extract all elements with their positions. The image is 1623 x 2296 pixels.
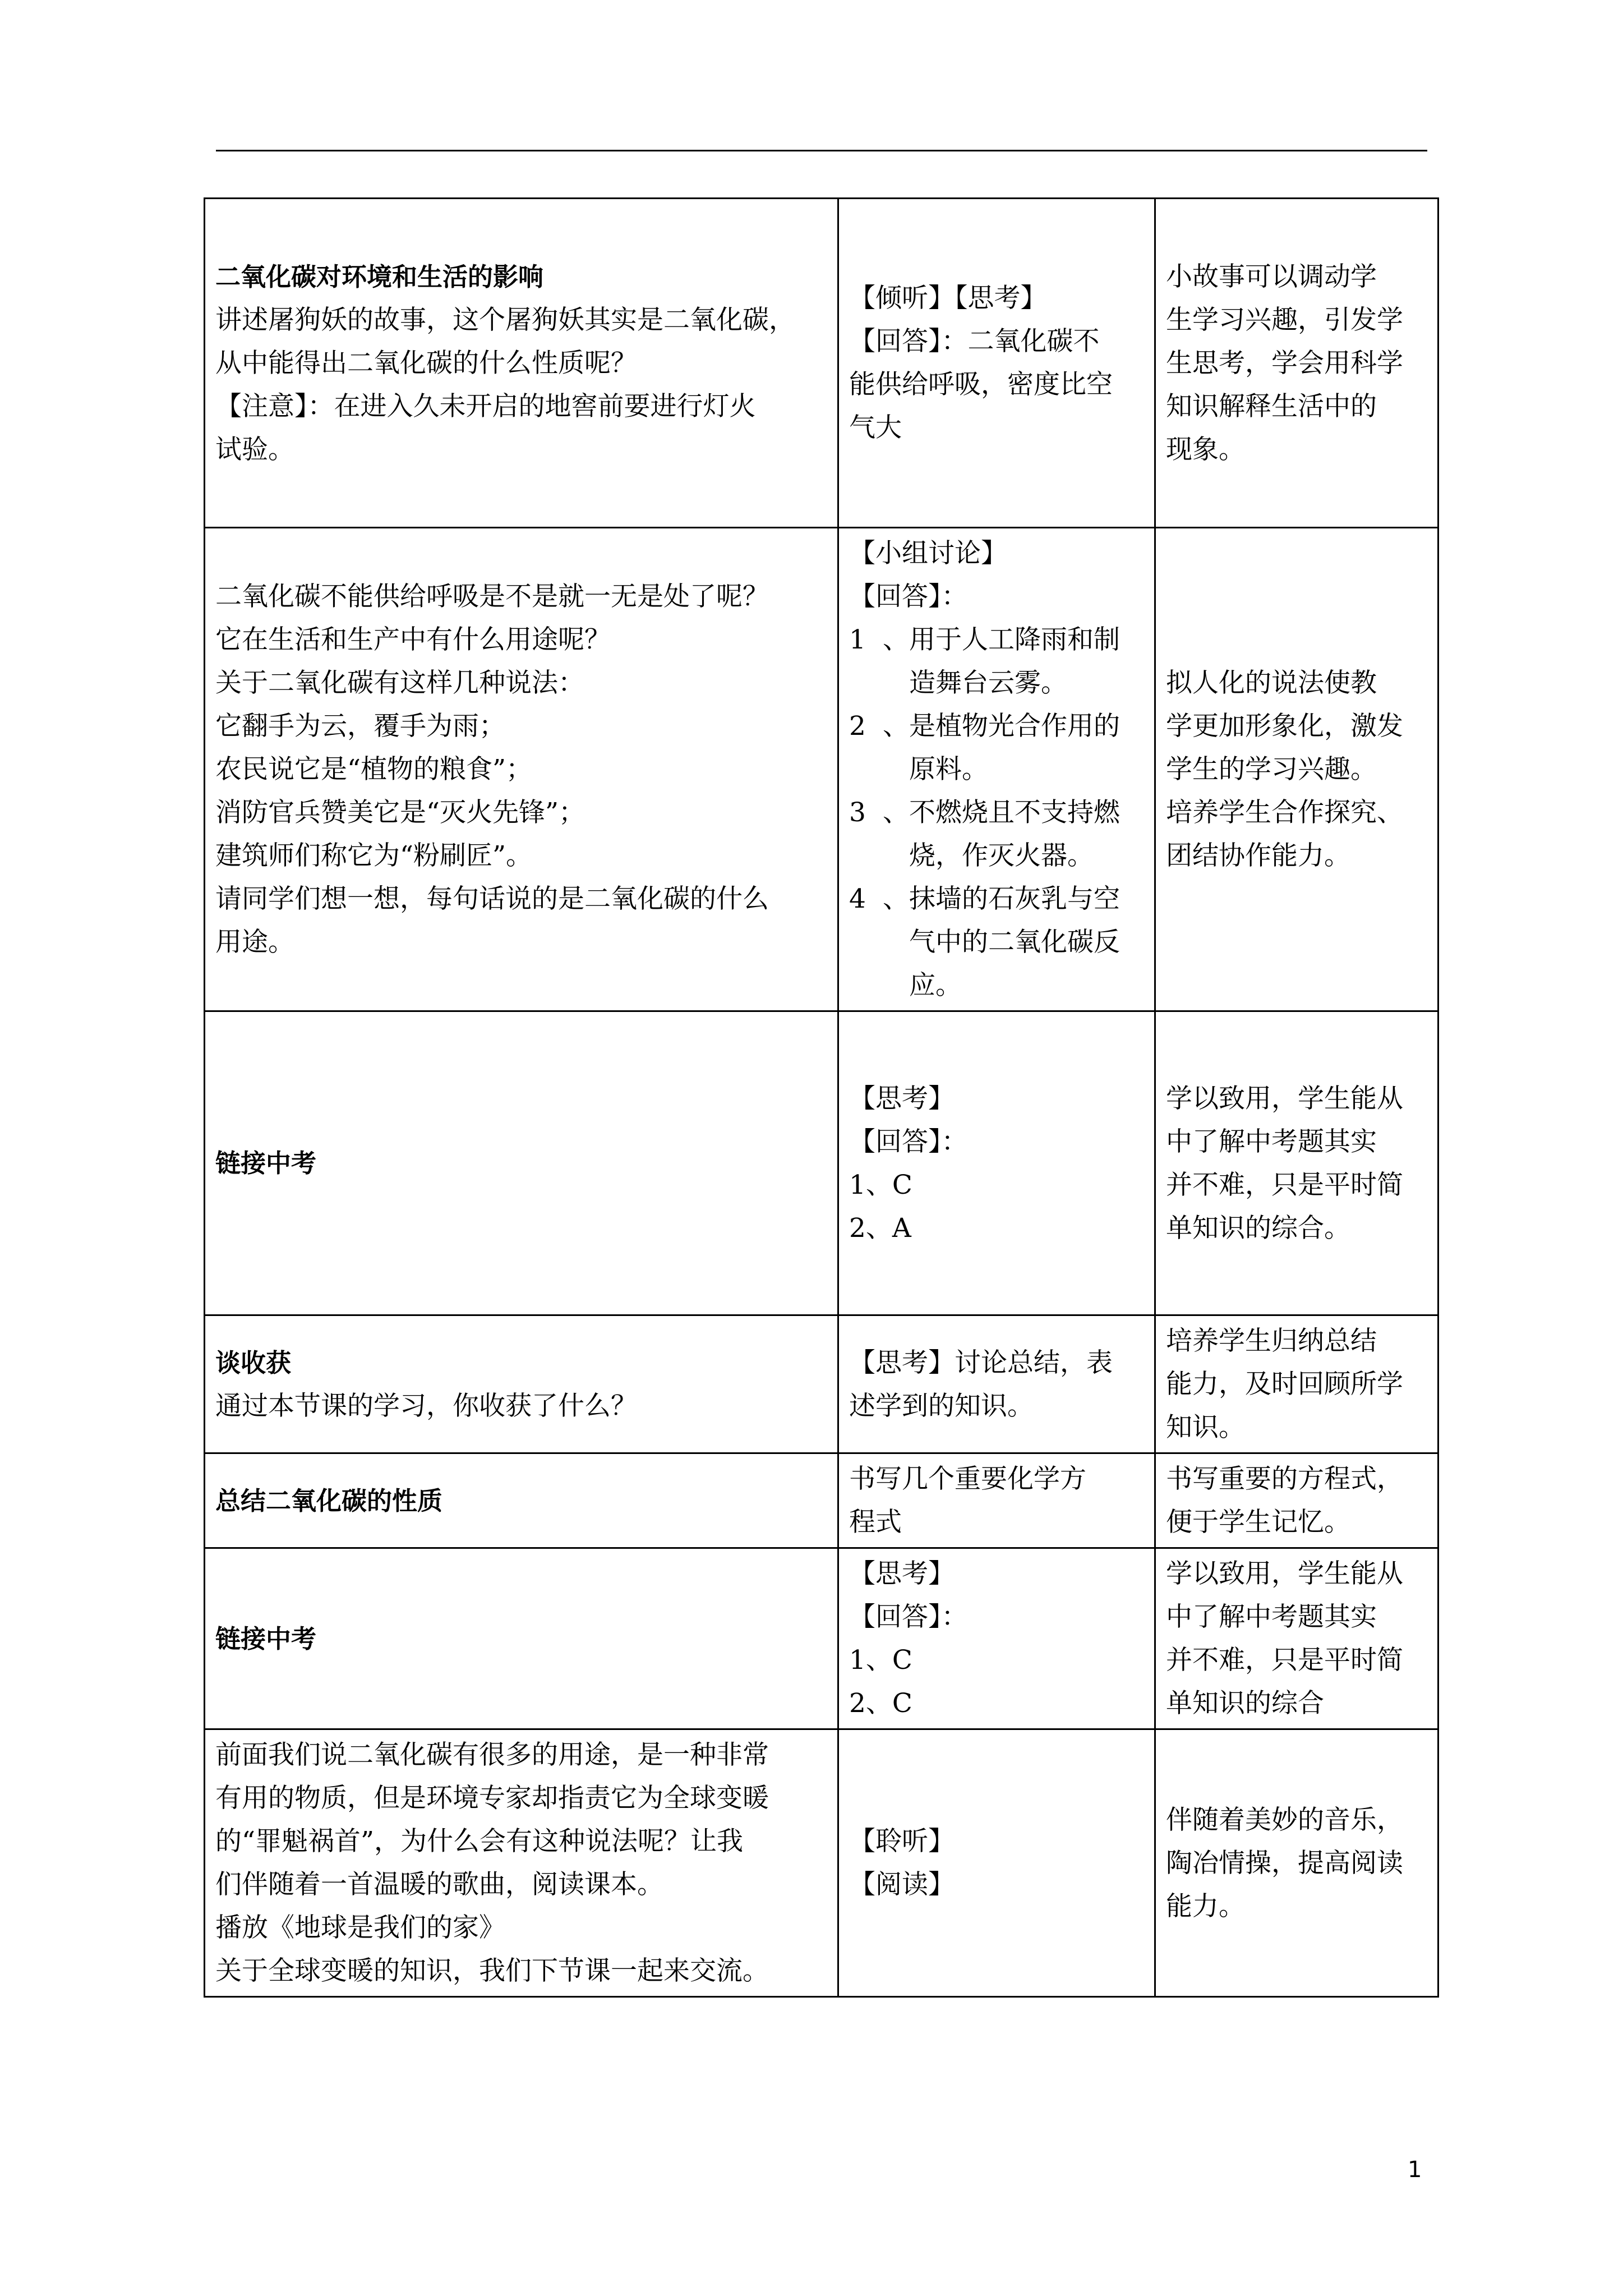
text-line: 能力，及时回顾所学: [1166, 1369, 1403, 1400]
text-line: 【回答】：: [849, 1602, 968, 1632]
text-line: 有用的物质，但是环境专家却指责它为全球变暖: [215, 1783, 769, 1814]
text-line: 请同学们想一想，每句话说的是二氧化碳的什么: [215, 884, 769, 914]
text-line: 并不难，只是平时简: [1166, 1645, 1403, 1676]
student-activity-cell: [838, 199, 1155, 528]
text-line: 能力。: [1166, 1890, 1245, 1922]
table-row: [205, 199, 1438, 528]
text-line: 烧，作灭火器。: [909, 840, 1094, 871]
section-title: 链接中考: [215, 1623, 317, 1654]
text-line: 学生的学习兴趣。: [1166, 754, 1377, 785]
text-line: 现象。: [1166, 434, 1245, 465]
text-line: 【思考】: [849, 1083, 955, 1114]
teacher-activity-cell: [205, 528, 838, 1011]
item-number: 1: [849, 624, 866, 655]
design-intent-cell: [1155, 1729, 1438, 1997]
text-line: 气中的二氧化碳反: [909, 927, 1120, 958]
text-line: 【聆听】: [849, 1826, 955, 1857]
table-row: [205, 1548, 1438, 1729]
text-line: 用于人工降雨和制: [909, 624, 1120, 655]
text-line: 是植物光合作用的: [909, 711, 1120, 742]
text-line: 拟人化的说法使教: [1166, 668, 1377, 698]
section-title: 总结二氧化碳的性质: [215, 1485, 443, 1516]
text-line: 【思考】: [849, 1558, 955, 1589]
student-activity-cell: [838, 1315, 1155, 1453]
item-separator: 、: [883, 797, 909, 828]
text-line: 【回答】：: [849, 581, 968, 612]
text-line: 它在生活和生产中有什么用途呢？: [215, 624, 611, 655]
text-line: 关于全球变暖的知识，我们下节课一起来交流。: [215, 1955, 769, 1986]
answer-item: [849, 705, 1144, 791]
text-line: 陶冶情操，提高阅读: [1166, 1847, 1403, 1879]
design-intent-cell: [1155, 1315, 1438, 1453]
text-line: 气大: [849, 412, 902, 443]
text-line: 书写重要的方程式，: [1166, 1464, 1403, 1494]
teacher-activity-cell: [205, 1729, 838, 1997]
text-line: 便于学生记忆。: [1166, 1507, 1350, 1538]
text-line: 1、C: [849, 1645, 912, 1676]
lesson-plan-table: [204, 197, 1439, 1998]
item-separator: 、: [883, 624, 909, 655]
text-line: 知识。: [1166, 1412, 1245, 1443]
text-line: 【回答】：二氧化碳不: [849, 326, 1100, 357]
text-line: 【思考】讨论总结，表: [849, 1347, 1113, 1378]
teacher-activity-cell: [205, 1453, 838, 1548]
teacher-activity-cell: [205, 1011, 838, 1315]
text-line: 生学习兴趣，引发学: [1166, 304, 1403, 335]
item-separator: 、: [883, 884, 909, 914]
text-line: 的“罪魁祸首”，为什么会有这种说法呢？让我: [215, 1826, 744, 1857]
text-line: 中了解中考题其实: [1166, 1602, 1377, 1632]
text-line: 建筑师们称它为“粉刷匠”。: [215, 840, 533, 871]
text-line: 2、A: [849, 1212, 911, 1244]
answer-item: [849, 877, 1144, 1007]
text-line: 程式: [849, 1507, 902, 1538]
text-line: 抹墙的石灰乳与空: [909, 884, 1120, 914]
text-line: 【回答】：: [849, 1126, 968, 1157]
text-line: 从中能得出二氧化碳的什么性质呢？: [215, 347, 637, 379]
section-title: 谈收获: [215, 1347, 292, 1378]
text-line: 【注意】：在进入久未开启的地窖前要进行灯火: [215, 390, 756, 422]
table-row: [205, 1011, 1438, 1315]
teacher-activity-cell: [205, 1548, 838, 1729]
text-line: 伴随着美妙的音乐，: [1166, 1804, 1403, 1835]
text-line: 二氧化碳不能供给呼吸是不是就一无是处了呢？: [215, 581, 769, 612]
text-line: 2、C: [849, 1688, 912, 1719]
text-line: 培养学生归纳总结: [1166, 1326, 1377, 1356]
text-line: 【倾听】【思考】: [849, 283, 1047, 314]
text-line: 前面我们说二氧化碳有很多的用途，是一种非常: [215, 1740, 769, 1770]
text-line: 述学到的知识。: [849, 1390, 1034, 1421]
design-intent-cell: [1155, 1453, 1438, 1548]
design-intent-cell: [1155, 1011, 1438, 1315]
text-line: 小故事可以调动学: [1166, 261, 1377, 292]
design-intent-cell: [1155, 528, 1438, 1011]
text-line: 生思考，学会用科学: [1166, 347, 1403, 379]
text-line: 试验。: [215, 434, 294, 465]
student-activity-cell: [838, 1729, 1155, 1997]
text-line: 并不难，只是平时简: [1166, 1169, 1403, 1200]
section-title: 二氧化碳对环境和生活的影响: [215, 261, 544, 292]
text-line: 原料。: [909, 754, 988, 785]
section-title: 链接中考: [215, 1148, 317, 1178]
table-row: [205, 528, 1438, 1011]
answer-item: [849, 618, 1144, 705]
teacher-activity-cell: [205, 199, 838, 528]
text-line: 播放《地球是我们的家》: [215, 1912, 505, 1943]
text-line: 中了解中考题其实: [1166, 1126, 1377, 1157]
text-line: 能供给呼吸，密度比空: [849, 369, 1113, 400]
text-line: 消防官兵赞美它是“灭火先锋”；: [215, 797, 585, 828]
header-rule: [216, 150, 1427, 151]
design-intent-cell: [1155, 199, 1438, 528]
text-line: 农民说它是“植物的粮食”；: [215, 754, 533, 785]
text-line: 应。: [909, 970, 962, 1001]
text-line: 们伴随着一首温暖的歌曲，阅读课本。: [215, 1869, 663, 1900]
text-line: 造舞台云雾。: [909, 668, 1067, 698]
text-line: 培养学生合作探究、: [1166, 797, 1403, 828]
text-line: 它翻手为云，覆手为雨；: [215, 711, 505, 742]
text-line: 关于二氧化碳有这样几种说法：: [215, 668, 584, 698]
student-activity-cell: [838, 1548, 1155, 1729]
text-line: 【阅读】: [849, 1869, 955, 1900]
table-row: [205, 1729, 1438, 1997]
page-number: 1: [1408, 2157, 1422, 2183]
item-number: 4: [849, 884, 866, 914]
text-line: 不燃烧且不支持燃: [909, 797, 1120, 828]
text-line: 书写几个重要化学方: [849, 1464, 1086, 1494]
item-number: 3: [849, 797, 866, 828]
answer-item: [849, 791, 1144, 877]
student-activity-cell: [838, 1011, 1155, 1315]
text-line: 学以致用，学生能从: [1166, 1083, 1403, 1114]
text-line: 讲述屠狗妖的故事，这个屠狗妖其实是二氧化碳，: [215, 304, 795, 335]
table-row: [205, 1315, 1438, 1453]
text-line: 1、C: [849, 1169, 912, 1200]
text-line: 【小组讨论】: [849, 538, 1007, 569]
text-line: 学以致用，学生能从: [1166, 1558, 1403, 1589]
item-number: 2: [849, 711, 866, 742]
student-activity-cell: [838, 1453, 1155, 1548]
text-line: 单知识的综合: [1166, 1688, 1324, 1719]
text-line: 通过本节课的学习，你收获了什么？: [215, 1390, 637, 1421]
text-line: 学更加形象化，激发: [1166, 711, 1403, 742]
item-separator: 、: [883, 711, 909, 742]
text-line: 知识解释生活中的: [1166, 390, 1377, 422]
text-line: 用途。: [215, 927, 294, 958]
teacher-activity-cell: [205, 1315, 838, 1453]
text-line: 团结协作能力。: [1166, 840, 1350, 871]
table-row: [205, 1453, 1438, 1548]
design-intent-cell: [1155, 1548, 1438, 1729]
student-activity-cell: [838, 528, 1155, 1011]
text-line: 单知识的综合。: [1166, 1212, 1350, 1244]
